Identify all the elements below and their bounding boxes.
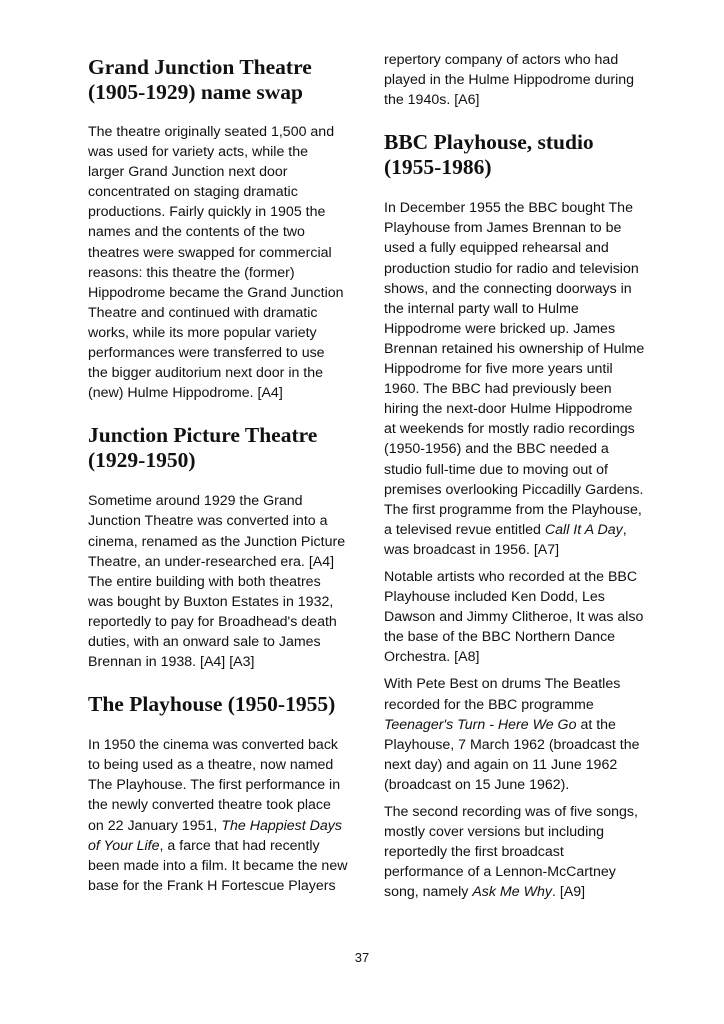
heading-junction-picture: Junction Picture Theatre (1929-1950) xyxy=(88,423,318,473)
paragraph-beatles xyxy=(384,674,646,795)
text-run: , a farce that had recently been made into a film. It became the new base for the Frank H Fortescue Players xyxy=(88,837,348,894)
text-run: In 1950 the cinema was converted back to being used as a theatre, now named The Playhouse. The first performance in the newly converted theatre took place on 22 January 1951, xyxy=(88,737,341,834)
heading-grand-junction: Grand Junction Theatre (1905-1929) name swap xyxy=(88,55,312,104)
paragraph-grand-junction: The theatre originally seated 1,500 and was used for variety acts, while the larger Grand Junction next door concentrated on staging dramatic productions. Fairly quickly in 1905 the names and the contents of the two theatres were swapped for commercial reasons: this theatre the (former) Hippodrome became the Grand Junction Theatre and continued with dramatic works, while its more popular variety performances were transferred to use the bigger auditorium next door in the (new) Hulme Hippodrome. [A4] xyxy=(88,124,344,402)
left-column xyxy=(88,50,348,896)
text-run: at the Playhouse, 7 March 1962 (broadcast the next day) and again on 11 June 1962 (broadcast on 15 June 1962). xyxy=(384,716,640,793)
paragraph-junction-picture: Sometime around 1929 the Grand Junction Theatre was converted into a cinema, renamed as the Junction Picture Theatre, an under-researched era. [A4] The entire building with both theatres was bought by Buxton Estates in 1932, reportedly to pay for Broadhead's death duties, with an onward sale to James Brennan in 1938. [A4] [A3] xyxy=(88,493,346,671)
text-run: . [A9] xyxy=(551,884,586,901)
paragraph-repertory: repertory company of actors who had played in the Hulme Hippodrome during the 1940s. [A6] xyxy=(384,52,634,109)
paragraph-notable-artists: Notable artists who recorded at the BBC Playhouse included Ken Dodd, Les Dawson and Jimmy Clitheroe, It was also the base of the BBC Northern Dance Orchestra. [A8] xyxy=(384,568,644,666)
text-run: , was broadcast in 1956. [A7] xyxy=(384,521,627,558)
page-number: 37 xyxy=(354,950,370,965)
italic-title: Call It A Day xyxy=(544,521,623,538)
right-column xyxy=(384,50,646,902)
paragraph-second-recording xyxy=(384,802,646,902)
text-run: In December 1955 the BBC bought The Playhouse from James Brennan to be used a fully equipped rehearsal and production studio for radio and television shows, and the connecting doorways in the internal party wall to Hulme Hippodrome were bricked up. James Brennan retained his ownership of Hulme Hippodrome for five more years until 1960. The BBC had previously been hiring the next-door Hulme Hippodrome at weekends for mostly radio recordings (1950-1956) and the BBC needed a studio full-time due to moving out of premises overlooking Piccadilly Gardens. The first programme from the Playhouse, a televised revue entitled xyxy=(384,200,645,538)
heading-playhouse: The Playhouse (1950-1955) xyxy=(88,692,336,717)
italic-title: The Happiest Days of Your Life xyxy=(88,817,342,854)
italic-title: Teenager's Turn - Here We Go xyxy=(384,716,577,733)
paragraph-bbc-playhouse xyxy=(384,198,646,560)
heading-bbc-playhouse: BBC Playhouse, studio (1955-1986) xyxy=(384,130,594,180)
text-run: With Pete Best on drums The Beatles recorded for the BBC programme xyxy=(384,676,621,713)
paragraph-playhouse xyxy=(88,735,348,896)
text-run: The second recording was of five songs, mostly cover versions but including reportedly the first broadcast performance of a Lennon-McCartney song, namely xyxy=(384,804,638,901)
italic-title: Ask Me Why xyxy=(472,884,552,901)
